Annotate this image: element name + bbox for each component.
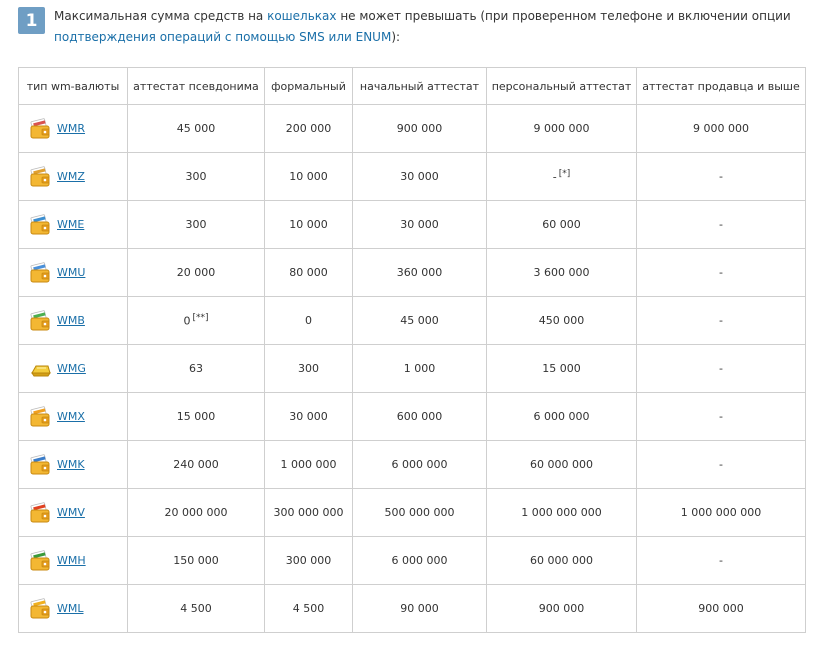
wmu-wallet-icon: [29, 262, 51, 284]
currency-wrap: [29, 598, 127, 620]
limit-personal-cell: [487, 105, 637, 153]
limit-value: -: [719, 266, 723, 279]
table-row-wmz: [19, 153, 806, 201]
limit-seller-cell: [637, 441, 806, 489]
currency-link[interactable]: WMR: [57, 122, 86, 135]
wmz-wallet-icon: [29, 166, 51, 188]
limit-value: 4 500: [180, 602, 212, 615]
limit-initial-cell: [353, 249, 487, 297]
limit-alias-cell: [128, 153, 265, 201]
limit-alias-cell: [128, 201, 265, 249]
currency-cell: [19, 393, 128, 441]
limit-formal-cell: [265, 297, 353, 345]
note-paragraph: [18, 6, 808, 48]
limit-value: 1 000 000 000: [680, 506, 762, 519]
limit-value: 450 000: [538, 314, 585, 327]
limit-seller-cell: [637, 537, 806, 585]
currency-wrap: [29, 454, 127, 476]
limit-formal-cell: [265, 105, 353, 153]
currency-link[interactable]: WMB: [57, 314, 85, 327]
header-currency-type: тип wm-валюты: [19, 68, 128, 105]
limit-value: 60 000 000: [530, 458, 593, 471]
limit-value: 600 000: [396, 410, 443, 423]
limit-seller-cell: [637, 105, 806, 153]
limit-personal-cell: [487, 201, 637, 249]
currency-wrap: [29, 214, 127, 236]
limit-value: -: [719, 458, 723, 471]
limit-value: 6 000 000: [391, 554, 448, 567]
limit-value: 9 000 000: [693, 122, 749, 135]
limit-value: 20 000 000: [164, 506, 228, 519]
limit-value: 0: [305, 314, 312, 327]
wallets-link[interactable]: кошельках: [267, 9, 337, 23]
currency-link[interactable]: WMX: [57, 410, 85, 423]
currency-cell: [19, 297, 128, 345]
limit-value: 300: [298, 362, 319, 375]
currency-cell: [19, 249, 128, 297]
limit-formal-cell: [265, 345, 353, 393]
wmh-wallet-icon: [29, 550, 51, 572]
currency-link[interactable]: WME: [57, 218, 85, 231]
limit-formal-cell: [265, 537, 353, 585]
table-row-wmu: [19, 249, 806, 297]
limit-initial-cell: [353, 585, 487, 633]
currency-cell: [19, 105, 128, 153]
table-row-wmk: [19, 441, 806, 489]
currency-wrap: [29, 358, 127, 380]
limit-initial-cell: [353, 105, 487, 153]
limit-value: 15 000: [176, 410, 216, 423]
currency-link[interactable]: WMU: [57, 266, 86, 279]
limit-value: 6 000 000: [533, 410, 590, 423]
limit-value: 30 000: [400, 218, 439, 231]
limit-value: 500 000 000: [384, 506, 455, 519]
currency-cell: [19, 441, 128, 489]
limit-seller-cell: [637, 345, 806, 393]
limit-value: 10 000: [289, 170, 328, 183]
limit-personal-cell: [487, 489, 637, 537]
currency-cell: [19, 537, 128, 585]
table-row-wme: [19, 201, 806, 249]
limit-seller-cell: [637, 297, 806, 345]
limit-value: 63: [189, 362, 203, 375]
wmk-wallet-icon: [29, 454, 51, 476]
currency-cell: [19, 201, 128, 249]
limit-value: -: [719, 218, 723, 231]
wmb-wallet-icon: [29, 310, 51, 332]
limit-value: 300 000 000: [273, 506, 344, 519]
limit-seller-cell: [637, 249, 806, 297]
table-row-wmr: [19, 105, 806, 153]
limit-initial-cell: [353, 393, 487, 441]
limit-value: 60 000: [542, 218, 581, 231]
limit-value: -: [719, 362, 723, 375]
limit-initial-cell: [353, 441, 487, 489]
limit-seller-cell: [637, 585, 806, 633]
limit-value: -: [719, 554, 723, 567]
header-initial-attestat: начальный аттестат: [353, 68, 487, 105]
header-formal: формальный: [265, 68, 353, 105]
limit-seller-cell: [637, 201, 806, 249]
currency-wrap: [29, 166, 127, 188]
currency-wrap: [29, 406, 127, 428]
limit-personal-cell: [487, 393, 637, 441]
header-seller-attestat: аттестат продавца и выше: [637, 68, 806, 105]
limit-initial-cell: [353, 153, 487, 201]
limit-value: 240 000: [173, 458, 219, 471]
table-row-wmv: [19, 489, 806, 537]
wml-wallet-icon: [29, 598, 51, 620]
currency-wrap: [29, 310, 127, 332]
limit-value: 360 000: [396, 266, 443, 279]
limit-value: 1 000 000 000: [521, 506, 602, 519]
limit-value: 1 000: [403, 362, 436, 375]
currency-wrap: [29, 262, 127, 284]
limit-initial-cell: [353, 489, 487, 537]
limit-personal-cell: [487, 345, 637, 393]
limit-value: 45 000: [400, 314, 439, 327]
limit-seller-cell: [637, 489, 806, 537]
limit-value: 20 000: [176, 266, 216, 279]
limit-value: 200 000: [285, 122, 332, 135]
limit-alias-cell: [128, 441, 265, 489]
wmg-gold-bar-icon: [29, 358, 51, 380]
limit-value: 90 000: [400, 602, 439, 615]
limit-value: 300: [185, 218, 207, 231]
table-header-row: [19, 68, 806, 105]
note-text: [54, 6, 808, 48]
limit-initial-cell: [353, 201, 487, 249]
limit-seller-cell: [637, 393, 806, 441]
limit-initial-cell: [353, 297, 487, 345]
limit-formal-cell: [265, 441, 353, 489]
note-text-before: Максимальная сумма средств на: [54, 9, 268, 23]
limit-formal-cell: [265, 585, 353, 633]
table-row-wmh: [19, 537, 806, 585]
currency-link[interactable]: WMH: [57, 554, 86, 567]
limit-personal-cell: [487, 585, 637, 633]
limit-personal-cell: [487, 441, 637, 489]
currency-link[interactable]: WMZ: [57, 170, 85, 183]
limit-value: 10 000: [289, 218, 328, 231]
currency-link[interactable]: WMG: [57, 362, 86, 375]
limit-alias-cell: [128, 585, 265, 633]
limit-value: 30 000: [289, 410, 328, 423]
limit-alias-cell: [128, 393, 265, 441]
limit-value: -: [552, 170, 557, 184]
limit-formal-cell: [265, 489, 353, 537]
limit-personal-cell: [487, 297, 637, 345]
wmv-wallet-icon: [29, 502, 51, 524]
limit-personal-cell: [487, 537, 637, 585]
limit-value: 30 000: [400, 170, 439, 183]
sms-enum-confirmation-link[interactable]: подтверждения операций с помощью SMS или ENUM: [54, 30, 392, 44]
wallet-limits-table: [18, 67, 806, 633]
limit-formal-cell: [265, 153, 353, 201]
wmx-wallet-icon: [29, 406, 51, 428]
footnote-mark: [**]: [192, 313, 209, 324]
table-row-wmg: [19, 345, 806, 393]
note-text-after: ):: [391, 30, 401, 44]
limit-value: 150 000: [173, 554, 219, 567]
limit-value: 1 000 000: [280, 458, 337, 471]
limit-value: 300 000: [285, 554, 332, 567]
limit-value: 45 000: [176, 122, 216, 135]
table-row-wmb: [19, 297, 806, 345]
limit-value: -: [719, 170, 723, 183]
limit-value: 6 000 000: [391, 458, 448, 471]
currency-cell: [19, 489, 128, 537]
limit-initial-cell: [353, 345, 487, 393]
limit-value: 80 000: [289, 266, 328, 279]
currency-link[interactable]: WML: [57, 602, 84, 615]
limit-value: 900 000: [538, 602, 585, 615]
limit-value: -: [719, 314, 723, 327]
limit-seller-cell: [637, 153, 806, 201]
limit-value: 60 000 000: [530, 554, 593, 567]
limit-personal-cell: [487, 153, 637, 201]
note-text-middle: не может превышать (при проверенном телефоне и включении опции: [336, 9, 791, 23]
currency-wrap: [29, 118, 127, 140]
currency-link[interactable]: WMV: [57, 506, 85, 519]
limit-formal-cell: [265, 393, 353, 441]
step-number-badge: 1: [18, 7, 45, 34]
limit-alias-cell: [128, 297, 265, 345]
limit-alias-cell: [128, 537, 265, 585]
limit-initial-cell: [353, 537, 487, 585]
table-row-wmx: [19, 393, 806, 441]
wme-wallet-icon: [29, 214, 51, 236]
header-personal-attestat: персональный аттестат: [487, 68, 637, 105]
limit-value: 300: [185, 170, 207, 183]
header-alias-attestat: аттестат псевдонима: [128, 68, 265, 105]
currency-wrap: [29, 502, 127, 524]
footnote-mark: [*]: [558, 169, 571, 180]
limit-formal-cell: [265, 201, 353, 249]
currency-wrap: [29, 550, 127, 572]
currency-link[interactable]: WMK: [57, 458, 85, 471]
wmr-wallet-icon: [29, 118, 51, 140]
limit-value: 3 600 000: [533, 266, 590, 279]
limit-alias-cell: [128, 489, 265, 537]
limit-value: -: [719, 410, 723, 423]
limit-alias-cell: [128, 249, 265, 297]
limit-value: 900 000: [396, 122, 443, 135]
currency-cell: [19, 585, 128, 633]
table-row-wml: [19, 585, 806, 633]
limit-value: 9 000 000: [533, 122, 590, 135]
currency-cell: [19, 153, 128, 201]
currency-cell: [19, 345, 128, 393]
limit-value: 15 000: [542, 362, 581, 375]
limit-alias-cell: [128, 345, 265, 393]
limit-value: 4 500: [292, 602, 325, 615]
limit-formal-cell: [265, 249, 353, 297]
limit-value: 900 000: [698, 602, 744, 615]
limit-alias-cell: [128, 105, 265, 153]
limit-value: 0: [183, 314, 191, 328]
limit-personal-cell: [487, 249, 637, 297]
